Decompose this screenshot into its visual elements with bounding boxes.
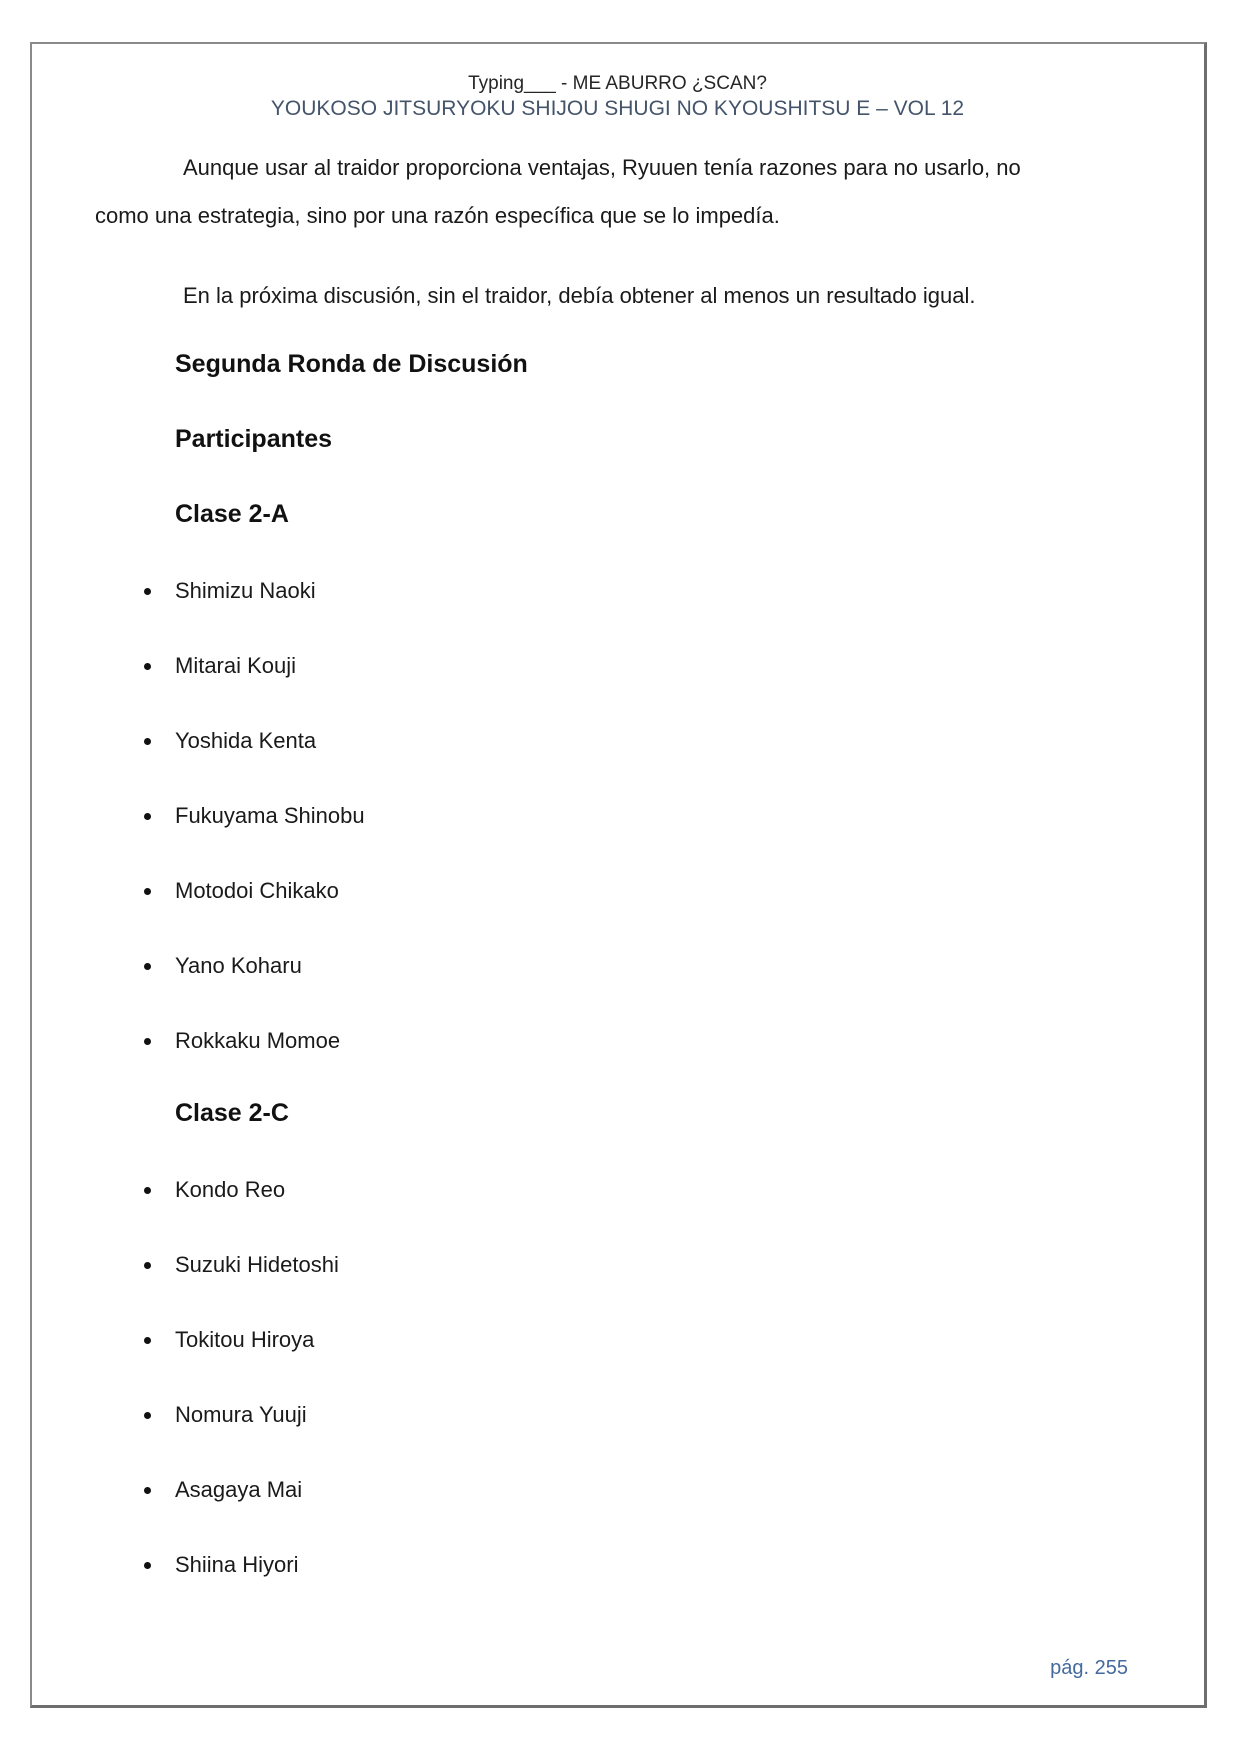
list-item xyxy=(175,942,1140,990)
member-name: Yoshida Kenta xyxy=(175,728,317,753)
member-name: Rokkaku Momoe xyxy=(175,1028,341,1053)
bullet-icon xyxy=(144,1038,151,1045)
list-item xyxy=(175,1166,1140,1214)
bullet-icon xyxy=(144,1562,151,1569)
list-item xyxy=(175,567,1140,615)
bullet-icon xyxy=(144,1412,151,1419)
section-heading-class-2c: Clase 2-C xyxy=(175,1099,289,1127)
list-item xyxy=(175,1391,1140,1439)
bullet-icon xyxy=(144,738,151,745)
member-name: Mitarai Kouji xyxy=(175,653,297,678)
list-item xyxy=(175,642,1140,690)
page-header xyxy=(95,72,1140,122)
member-name: Fukuyama Shinobu xyxy=(175,803,365,828)
page-number: pág. 255 xyxy=(1050,1657,1128,1679)
member-name: Kondo Reo xyxy=(175,1177,286,1202)
member-name: Shimizu Naoki xyxy=(175,578,316,603)
list-item xyxy=(175,1316,1140,1364)
member-name: Shiina Hiyori xyxy=(175,1552,299,1577)
member-name: Tokitou Hiroya xyxy=(175,1327,315,1352)
paragraph-line: como una estrategia, sino por una razón específica que se lo impedía. xyxy=(95,203,780,228)
paragraph xyxy=(95,272,1140,320)
list-item xyxy=(175,1541,1140,1589)
class-2a-member-list xyxy=(95,567,1140,1065)
paragraph xyxy=(95,144,1140,240)
bullet-icon xyxy=(144,888,151,895)
section-heading-participants: Participantes xyxy=(175,425,333,453)
class-2c-member-list xyxy=(95,1166,1140,1589)
bullet-icon xyxy=(144,1337,151,1344)
header-subtitle: YOUKOSO JITSURYOKU SHIJOU SHUGI NO KYOUSHITSU E – VOL 12 xyxy=(270,97,965,120)
list-item xyxy=(175,792,1140,840)
member-name: Yano Koharu xyxy=(175,953,302,978)
list-item xyxy=(175,717,1140,765)
bullet-icon xyxy=(144,1487,151,1494)
list-item xyxy=(175,1017,1140,1065)
paragraph-line: Aunque usar al traidor proporciona ventajas, Ryuuen tenía razones para no usarlo, no xyxy=(183,155,1021,180)
member-name: Motodoi Chikako xyxy=(175,878,339,903)
page-content xyxy=(95,72,1140,1589)
bullet-icon xyxy=(144,1262,151,1269)
bullet-icon xyxy=(144,963,151,970)
bullet-icon xyxy=(144,813,151,820)
bullet-icon xyxy=(144,663,151,670)
paragraph-line: En la próxima discusión, sin el traidor, debía obtener al menos un resultado igual. xyxy=(183,283,976,308)
list-item xyxy=(175,867,1140,915)
list-item xyxy=(175,1241,1140,1289)
member-name: Suzuki Hidetoshi xyxy=(175,1252,339,1277)
member-name: Asagaya Mai xyxy=(175,1477,303,1502)
section-heading-round: Segunda Ronda de Discusión xyxy=(175,350,528,378)
list-item xyxy=(175,1466,1140,1514)
section-heading-class-2a: Clase 2-A xyxy=(175,500,289,528)
member-name: Nomura Yuuji xyxy=(175,1402,307,1427)
header-title: Typing___ - ME ABURRO ¿SCAN? xyxy=(468,73,767,94)
bullet-icon xyxy=(144,588,151,595)
bullet-icon xyxy=(144,1187,151,1194)
